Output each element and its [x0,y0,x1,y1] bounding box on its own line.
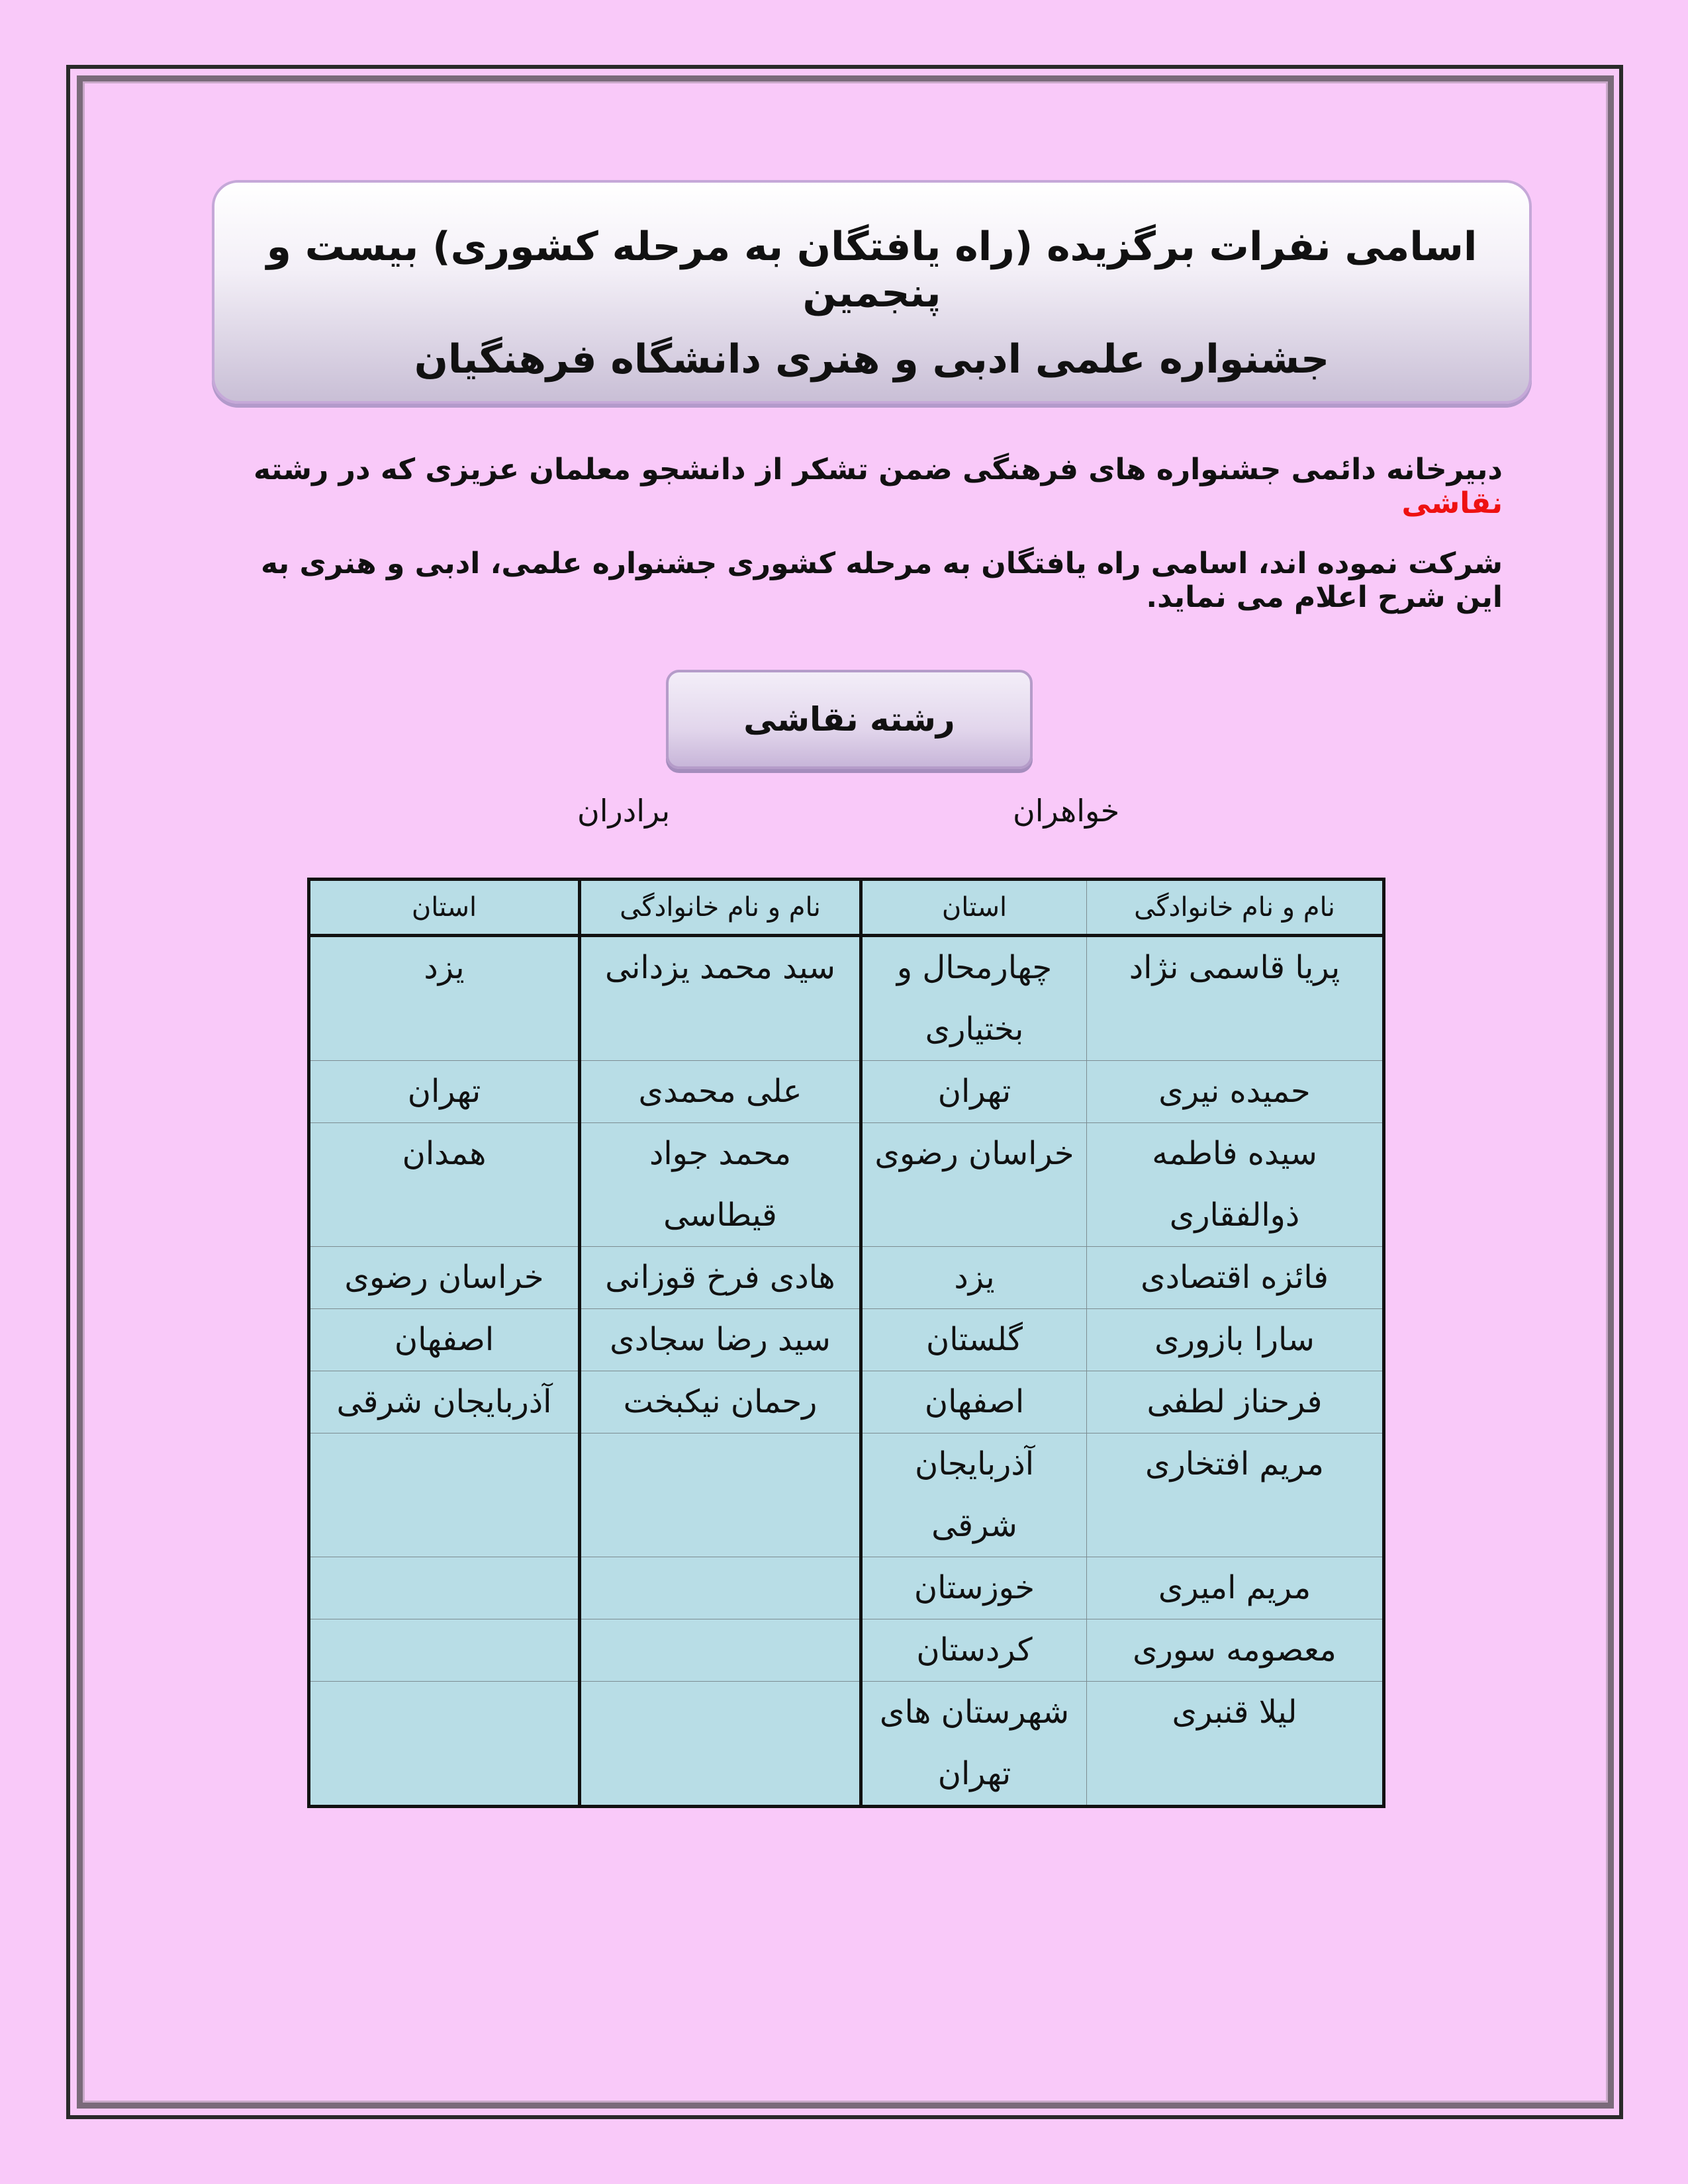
table-row [309,1371,1384,1433]
brother-province [309,1433,580,1557]
sister-name: سارا بازوری [1087,1309,1384,1371]
intro-line-1-text: دبیرخانه دائمی جشنواره های فرهنگی ضمن تشکر از دانشجو معلمان عزیزی که در رشته [254,453,1503,486]
brother-province [309,1682,580,1807]
title-line-2: جشنواره علمی ادبی و هنری دانشگاه فرهنگیان [414,336,1330,383]
brother-name: رحمان نیکبخت [580,1371,861,1433]
sister-province: چهارمحال و بختیاری [861,936,1087,1061]
header-brother-province: استان [309,880,580,936]
sister-province: گلستان [861,1309,1087,1371]
sister-name: مریم امیری [1087,1557,1384,1619]
table-row [309,936,1384,1061]
sister-province: شهرستان های تهران [861,1682,1087,1807]
brother-province: خراسان رضوی [309,1247,580,1309]
group-label-brothers: برادران [577,793,671,829]
sister-name: مریم افتخاری [1087,1433,1384,1557]
sister-name: سیده فاطمه ذوالفقاری [1087,1123,1384,1247]
results-table [307,878,1385,1808]
sister-province: یزد [861,1247,1087,1309]
sister-province: کردستان [861,1619,1087,1682]
brother-name: سید محمد یزدانی [580,936,861,1061]
title-line-1: اسامی نفرات برگزیده (راه یافتگان به مرحله کشوری) بیست و پنجمین [266,224,1477,316]
sister-province: اصفهان [861,1371,1087,1433]
sister-province: خوزستان [861,1557,1087,1619]
brother-province: تهران [309,1061,580,1123]
brother-province: اصفهان [309,1309,580,1371]
table-row [309,1682,1384,1807]
brother-province [309,1557,580,1619]
table-header-row [309,880,1384,936]
table-row [309,1123,1384,1247]
sister-name: فائزه اقتصادی [1087,1247,1384,1309]
sister-name: فرحناز لطفی [1087,1371,1384,1433]
group-label-sisters: خواهران [1013,793,1120,829]
table-row [309,1557,1384,1619]
table-row [309,1247,1384,1309]
table-row [309,1309,1384,1371]
sister-name: حمیده نیری [1087,1061,1384,1123]
brother-name: محمد جواد قیطاسی [580,1123,861,1247]
sister-name: لیلا قنبری [1087,1682,1384,1807]
header-sister-name: نام و نام خانوادگی [1087,880,1384,936]
brother-province: آذربایجان شرقی [309,1371,580,1433]
header-sister-province: استان [861,880,1087,936]
brother-province: همدان [309,1123,580,1247]
sister-name: پریا قاسمی نژاد [1087,936,1384,1061]
brother-province: یزد [309,936,580,1061]
brother-name [580,1433,861,1557]
table-row [309,1061,1384,1123]
header-brother-name: نام و نام خانوادگی [580,880,861,936]
table-row [309,1619,1384,1682]
sister-province: آذربایجان شرقی [861,1433,1087,1557]
brother-name [580,1557,861,1619]
intro-highlight-field: نقاشی [1401,486,1503,520]
table-row [309,1433,1384,1557]
brother-province [309,1619,580,1682]
sister-province: خراسان رضوی [861,1123,1087,1247]
intro-line-2: شرکت نموده اند، اسامی راه یافتگان به مرحله کشوری جشنواره علمی، ادبی و هنری به این شرح اعلام می نماید. [260,547,1503,614]
brother-name: علی محمدی [580,1061,861,1123]
title-banner [212,180,1532,404]
sister-province: تهران [861,1061,1087,1123]
brother-name: سید رضا سجادی [580,1309,861,1371]
brother-name [580,1619,861,1682]
sister-name: معصومه سوری [1087,1619,1384,1682]
brother-name: هادی فرخ قوزانی [580,1247,861,1309]
brother-name [580,1682,861,1807]
intro-line-1 [245,453,1503,520]
field-title-badge: رشته نقاشی [666,670,1033,769]
